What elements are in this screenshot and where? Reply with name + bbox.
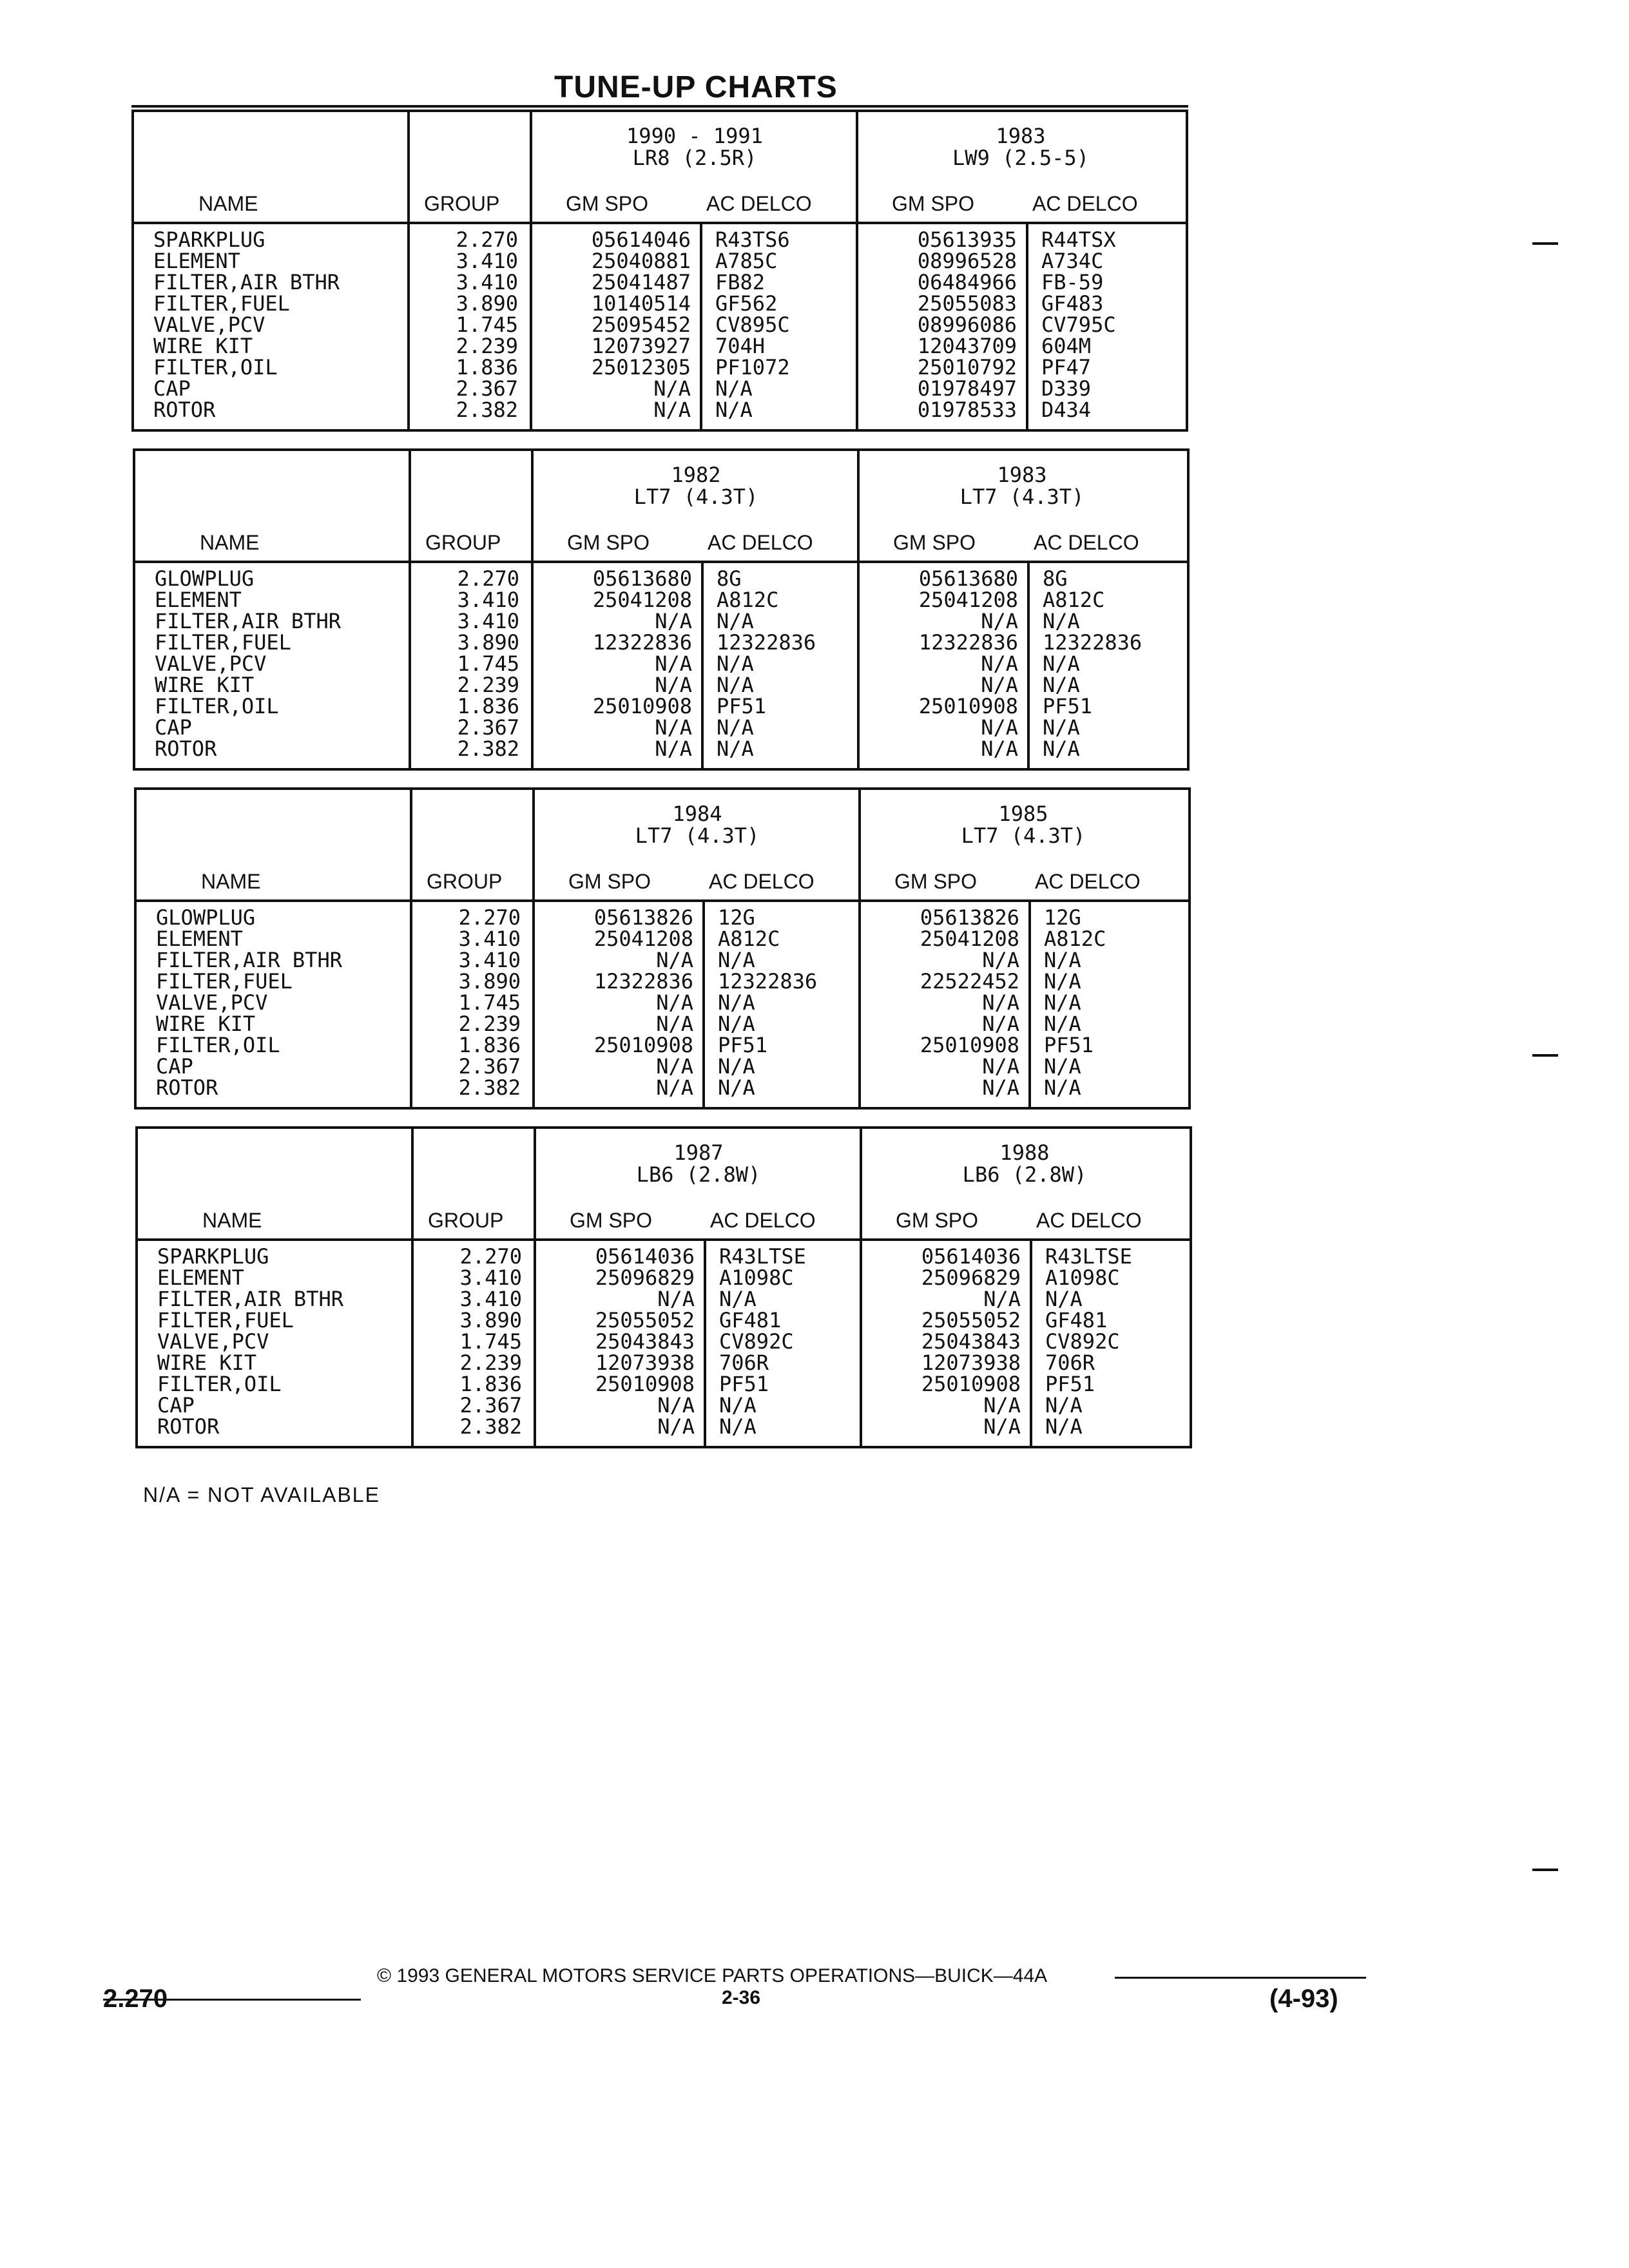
part-name: FILTER,AIR BTHR bbox=[157, 1287, 343, 1311]
ac-delco-part-number: R43LTSE bbox=[1045, 1244, 1132, 1269]
group-column bbox=[415, 1246, 522, 1437]
ac-delco-part-number: PF51 bbox=[1045, 1372, 1095, 1396]
engine-code: LB6 (2.8W) bbox=[962, 1162, 1087, 1187]
gm-spo-part-number: 12322836 bbox=[593, 969, 693, 994]
group-number: 2.270 bbox=[457, 566, 519, 591]
group-number: 3.410 bbox=[458, 927, 521, 951]
gm-spo-part-number: 05614036 bbox=[921, 1244, 1021, 1269]
part-name: WIRE KIT bbox=[153, 334, 253, 358]
legend-note: N/A = NOT AVAILABLE bbox=[143, 1483, 380, 1506]
ac-delco-part-number: N/A bbox=[1045, 1393, 1083, 1418]
group-number: 1.745 bbox=[458, 990, 521, 1015]
gm-spo-column bbox=[535, 568, 692, 760]
ac-delco-part-number: N/A bbox=[1044, 1054, 1081, 1079]
gm-spo-part-number: N/A bbox=[982, 1054, 1019, 1079]
footer-date: (4-93) bbox=[1269, 1984, 1338, 2013]
gm-spo-part-number: 12073927 bbox=[591, 334, 691, 358]
ac-delco-part-number: N/A bbox=[718, 1075, 755, 1100]
part-name: FILTER,AIR BTHR bbox=[153, 270, 340, 294]
ac-delco-part-number: N/A bbox=[717, 651, 754, 676]
ac-delco-part-number: A812C bbox=[1043, 588, 1105, 612]
group-number: 2.239 bbox=[457, 673, 519, 697]
gm-spo-part-number: N/A bbox=[655, 651, 692, 676]
ac-delco-part-number: R43LTSE bbox=[719, 1244, 806, 1269]
part-name: ELEMENT bbox=[155, 588, 242, 612]
model-year: 1982 bbox=[671, 463, 721, 487]
part-name: FILTER,OIL bbox=[155, 694, 279, 718]
engine-code: LT7 (4.3T) bbox=[961, 823, 1086, 848]
gm-spo-column bbox=[860, 229, 1017, 421]
ac-delco-part-number: 706R bbox=[1045, 1350, 1095, 1375]
group-column-header: GROUP bbox=[424, 192, 500, 215]
part-name: ROTOR bbox=[157, 1414, 220, 1439]
gm-spo-part-number: 12322836 bbox=[918, 630, 1018, 655]
name-column bbox=[155, 568, 400, 760]
part-name: FILTER,FUEL bbox=[155, 630, 291, 655]
gm-spo-column-header: GM SPO bbox=[892, 192, 975, 215]
ac-delco-part-number: 704H bbox=[715, 334, 766, 358]
ac-delco-column-header: AC DELCO bbox=[709, 870, 815, 893]
footer-rule-right bbox=[1115, 1977, 1366, 1979]
part-name: FILTER,OIL bbox=[157, 1372, 282, 1396]
margin-mark bbox=[1532, 242, 1558, 245]
ac-delco-part-number: N/A bbox=[717, 736, 754, 761]
ac-delco-part-number: 604M bbox=[1041, 334, 1092, 358]
model-year: 1983 bbox=[996, 124, 1046, 148]
group-number: 2.382 bbox=[456, 398, 518, 422]
gm-spo-part-number: N/A bbox=[655, 673, 692, 697]
part-name: SPARKPLUG bbox=[153, 227, 265, 252]
ac-delco-part-number: N/A bbox=[1045, 1414, 1083, 1439]
engine-code: LB6 (2.8W) bbox=[636, 1162, 761, 1187]
ac-delco-part-number: N/A bbox=[1044, 969, 1081, 994]
ac-delco-part-number: N/A bbox=[1044, 990, 1081, 1015]
gm-spo-part-number: 06484966 bbox=[917, 270, 1017, 294]
part-name: CAP bbox=[155, 715, 192, 740]
model-year: 1983 bbox=[997, 463, 1047, 487]
part-name: ELEMENT bbox=[157, 1265, 244, 1290]
gm-spo-column-header: GM SPO bbox=[893, 531, 976, 554]
ac-delco-part-number: PF1072 bbox=[715, 355, 790, 380]
gm-spo-column-header: GM SPO bbox=[570, 1209, 653, 1232]
footer-rule-top bbox=[361, 1977, 374, 1979]
gm-spo-part-number: N/A bbox=[983, 1393, 1021, 1418]
ac-delco-part-number: N/A bbox=[1044, 1075, 1081, 1100]
ac-delco-part-number: A812C bbox=[1044, 927, 1106, 951]
group-column-header: GROUP bbox=[427, 870, 503, 893]
ac-delco-part-number: CV892C bbox=[1045, 1329, 1120, 1354]
name-column-header: NAME bbox=[198, 192, 258, 215]
tune-up-chart bbox=[133, 448, 1190, 771]
model-year: 1990 - 1991 bbox=[626, 124, 763, 148]
part-name: GLOWPLUG bbox=[155, 566, 255, 591]
model-year: 1987 bbox=[673, 1140, 724, 1165]
gm-spo-column-header: GM SPO bbox=[568, 870, 651, 893]
tune-up-chart bbox=[135, 1126, 1192, 1448]
ac-delco-part-number: CV895C bbox=[715, 312, 790, 337]
gm-spo-part-number: 12073938 bbox=[595, 1350, 695, 1375]
ac-delco-part-number: CV795C bbox=[1041, 312, 1116, 337]
footer-copyright: © 1993 GENERAL MOTORS SERVICE PARTS OPERATIONS—BUICK—44A bbox=[377, 1965, 1048, 1986]
gm-spo-part-number: 01978533 bbox=[917, 398, 1017, 422]
part-name: ROTOR bbox=[153, 398, 216, 422]
gm-spo-part-number: N/A bbox=[983, 1414, 1021, 1439]
gm-spo-column bbox=[861, 568, 1018, 760]
part-name: WIRE KIT bbox=[157, 1350, 257, 1375]
group-number: 2.367 bbox=[457, 715, 519, 740]
ac-delco-part-number: A1098C bbox=[719, 1265, 794, 1290]
ac-delco-part-number: GF562 bbox=[715, 291, 778, 316]
gm-spo-part-number: 25043843 bbox=[921, 1329, 1021, 1354]
ac-delco-part-number: N/A bbox=[719, 1414, 757, 1439]
group-column-header: GROUP bbox=[425, 531, 501, 554]
ac-delco-column-header: AC DELCO bbox=[1032, 192, 1138, 215]
ac-delco-part-number: A1098C bbox=[1045, 1265, 1120, 1290]
ac-delco-column bbox=[1043, 568, 1191, 760]
ac-delco-part-number: PF51 bbox=[1044, 1033, 1094, 1057]
part-name: VALVE,PCV bbox=[157, 1329, 269, 1354]
ac-delco-part-number: CV892C bbox=[719, 1329, 794, 1354]
ac-delco-part-number: N/A bbox=[1043, 715, 1080, 740]
gm-spo-part-number: 22522452 bbox=[920, 969, 1019, 994]
ac-delco-part-number: 12G bbox=[1044, 905, 1081, 930]
ac-delco-part-number: FB-59 bbox=[1041, 270, 1104, 294]
group-number: 3.410 bbox=[457, 588, 519, 612]
group-number: 2.382 bbox=[458, 1075, 521, 1100]
gm-spo-part-number: 25096829 bbox=[921, 1265, 1021, 1290]
gm-spo-part-number: 25041208 bbox=[920, 927, 1019, 951]
gm-spo-part-number: 25010908 bbox=[918, 694, 1018, 718]
ac-delco-part-number: D434 bbox=[1041, 398, 1092, 422]
ac-delco-part-number: N/A bbox=[719, 1393, 757, 1418]
ac-delco-part-number: R43TS6 bbox=[715, 227, 790, 252]
ac-delco-column bbox=[719, 1246, 867, 1437]
engine-code: LR8 (2.5R) bbox=[632, 146, 757, 170]
part-name: FILTER,AIR BTHR bbox=[156, 948, 342, 972]
gm-spo-part-number: 25040881 bbox=[591, 249, 691, 273]
gm-spo-part-number: 12073938 bbox=[921, 1350, 1021, 1375]
part-name: FILTER,OIL bbox=[153, 355, 278, 380]
ac-delco-part-number: PF51 bbox=[719, 1372, 769, 1396]
group-number: 2.239 bbox=[459, 1350, 522, 1375]
gm-spo-column-header: GM SPO bbox=[896, 1209, 979, 1232]
ac-delco-column bbox=[1044, 907, 1192, 1099]
ac-delco-part-number: 12322836 bbox=[718, 969, 818, 994]
part-name: VALVE,PCV bbox=[155, 651, 267, 676]
group-number: 1.745 bbox=[457, 651, 519, 676]
engine-code: LT7 (4.3T) bbox=[633, 485, 758, 509]
group-number: 2.270 bbox=[459, 1244, 522, 1269]
ac-delco-column-header: AC DELCO bbox=[1034, 531, 1139, 554]
ac-delco-column-header: AC DELCO bbox=[1036, 1209, 1142, 1232]
group-number: 3.890 bbox=[459, 1308, 522, 1332]
part-name: ROTOR bbox=[155, 736, 217, 761]
gm-spo-part-number: 25096829 bbox=[595, 1265, 695, 1290]
group-number: 1.745 bbox=[459, 1329, 522, 1354]
gm-spo-part-number: 05614046 bbox=[591, 227, 691, 252]
part-name: WIRE KIT bbox=[155, 673, 255, 697]
gm-spo-column-header: GM SPO bbox=[567, 531, 650, 554]
gm-spo-column bbox=[534, 229, 691, 421]
gm-spo-part-number: N/A bbox=[981, 609, 1018, 633]
gm-spo-part-number: 25010908 bbox=[920, 1033, 1019, 1057]
group-number: 2.239 bbox=[458, 1012, 521, 1036]
ac-delco-column bbox=[715, 229, 863, 421]
group-number: 2.367 bbox=[459, 1393, 522, 1418]
ac-delco-column bbox=[1041, 229, 1190, 421]
group-number: 2.239 bbox=[456, 334, 518, 358]
ac-delco-part-number: N/A bbox=[715, 376, 753, 401]
ac-delco-part-number: N/A bbox=[1043, 651, 1080, 676]
ac-delco-part-number: N/A bbox=[717, 673, 754, 697]
ac-delco-column-header: AC DELCO bbox=[706, 192, 812, 215]
ac-delco-part-number: A734C bbox=[1041, 249, 1104, 273]
gm-spo-part-number: N/A bbox=[656, 948, 693, 972]
group-column bbox=[412, 568, 519, 760]
model-year: 1988 bbox=[999, 1140, 1050, 1165]
gm-spo-column-header: GM SPO bbox=[566, 192, 649, 215]
ac-delco-part-number: GF483 bbox=[1041, 291, 1104, 316]
group-number: 2.382 bbox=[457, 736, 519, 761]
group-number: 1.836 bbox=[458, 1033, 521, 1057]
part-name: ROTOR bbox=[156, 1075, 218, 1100]
ac-delco-part-number: 12G bbox=[718, 905, 755, 930]
part-name: FILTER,FUEL bbox=[157, 1308, 294, 1332]
ac-delco-part-number: R44TSX bbox=[1041, 227, 1116, 252]
page-title: TUNE-UP CHARTS bbox=[554, 70, 838, 104]
ac-delco-part-number: GF481 bbox=[1045, 1308, 1108, 1332]
group-number: 3.410 bbox=[456, 270, 518, 294]
gm-spo-part-number: 05613826 bbox=[920, 905, 1019, 930]
ac-delco-column bbox=[718, 907, 866, 1099]
group-number: 3.890 bbox=[456, 291, 518, 316]
gm-spo-part-number: N/A bbox=[982, 990, 1019, 1015]
gm-spo-part-number: 12322836 bbox=[592, 630, 692, 655]
ac-delco-part-number: 12322836 bbox=[1043, 630, 1142, 655]
group-number: 2.367 bbox=[458, 1054, 521, 1079]
group-number: 1.745 bbox=[456, 312, 518, 337]
gm-spo-part-number: 05613680 bbox=[918, 566, 1018, 591]
name-column bbox=[157, 1246, 402, 1437]
engine-code: LW9 (2.5-5) bbox=[952, 146, 1089, 170]
gm-spo-column-header: GM SPO bbox=[894, 870, 978, 893]
ac-delco-part-number: PF51 bbox=[717, 694, 767, 718]
gm-spo-part-number: 25010908 bbox=[595, 1372, 695, 1396]
gm-spo-part-number: N/A bbox=[656, 1012, 693, 1036]
gm-spo-part-number: N/A bbox=[983, 1287, 1021, 1311]
ac-delco-part-number: A785C bbox=[715, 249, 778, 273]
model-year: 1985 bbox=[998, 802, 1048, 826]
name-column-header: NAME bbox=[200, 531, 260, 554]
ac-delco-part-number: N/A bbox=[1043, 673, 1080, 697]
gm-spo-part-number: N/A bbox=[657, 1287, 695, 1311]
group-number: 2.270 bbox=[458, 905, 521, 930]
gm-spo-part-number: N/A bbox=[653, 376, 691, 401]
ac-delco-part-number: N/A bbox=[1043, 736, 1080, 761]
group-column bbox=[411, 229, 518, 421]
name-column bbox=[153, 229, 398, 421]
gm-spo-part-number: 05613680 bbox=[592, 566, 692, 591]
name-column-header: NAME bbox=[201, 870, 261, 893]
ac-delco-part-number: 8G bbox=[717, 566, 742, 591]
ac-delco-part-number: A812C bbox=[717, 588, 779, 612]
ac-delco-part-number: PF51 bbox=[1043, 694, 1093, 718]
group-number: 1.836 bbox=[456, 355, 518, 380]
gm-spo-column bbox=[862, 907, 1019, 1099]
part-name: SPARKPLUG bbox=[157, 1244, 269, 1269]
gm-spo-part-number: 05613935 bbox=[917, 227, 1017, 252]
ac-delco-part-number: GF481 bbox=[719, 1308, 782, 1332]
group-number: 3.890 bbox=[457, 630, 519, 655]
part-name: VALVE,PCV bbox=[156, 990, 268, 1015]
group-column bbox=[414, 907, 521, 1099]
group-number: 1.836 bbox=[457, 694, 519, 718]
part-name: ELEMENT bbox=[156, 927, 243, 951]
gm-spo-part-number: 25010908 bbox=[921, 1372, 1021, 1396]
engine-code: LT7 (4.3T) bbox=[635, 823, 760, 848]
gm-spo-part-number: N/A bbox=[982, 1012, 1019, 1036]
gm-spo-part-number: 25055083 bbox=[917, 291, 1017, 316]
gm-spo-column bbox=[863, 1246, 1021, 1437]
group-number: 3.410 bbox=[456, 249, 518, 273]
gm-spo-part-number: 01978497 bbox=[917, 376, 1017, 401]
gm-spo-part-number: 25041487 bbox=[591, 270, 691, 294]
margin-mark bbox=[1532, 1869, 1558, 1871]
part-name: FILTER,OIL bbox=[156, 1033, 280, 1057]
ac-delco-column-header: AC DELCO bbox=[710, 1209, 816, 1232]
gm-spo-part-number: N/A bbox=[981, 673, 1018, 697]
ac-delco-part-number: N/A bbox=[1044, 948, 1081, 972]
group-number: 3.410 bbox=[458, 948, 521, 972]
gm-spo-part-number: 25095452 bbox=[591, 312, 691, 337]
gm-spo-part-number: 25041208 bbox=[592, 588, 692, 612]
group-number: 3.410 bbox=[457, 609, 519, 633]
engine-code: LT7 (4.3T) bbox=[959, 485, 1084, 509]
gm-spo-part-number: 25012305 bbox=[591, 355, 691, 380]
gm-spo-part-number: N/A bbox=[657, 1393, 695, 1418]
group-number: 2.367 bbox=[456, 376, 518, 401]
tune-up-chart bbox=[134, 787, 1191, 1110]
group-number: 1.836 bbox=[459, 1372, 522, 1396]
tune-up-chart bbox=[131, 110, 1188, 432]
title-rule bbox=[131, 105, 1188, 108]
part-name: CAP bbox=[157, 1393, 195, 1418]
model-year: 1984 bbox=[672, 802, 722, 826]
ac-delco-part-number: N/A bbox=[718, 1054, 755, 1079]
ac-delco-part-number: PF47 bbox=[1041, 355, 1092, 380]
part-name: FILTER,FUEL bbox=[153, 291, 290, 316]
footer-page-number: 2-36 bbox=[722, 1987, 761, 2008]
ac-delco-part-number: FB82 bbox=[715, 270, 766, 294]
group-number: 3.890 bbox=[458, 969, 521, 994]
gm-spo-part-number: N/A bbox=[982, 1075, 1019, 1100]
ac-delco-part-number: N/A bbox=[717, 715, 754, 740]
part-name: CAP bbox=[153, 376, 191, 401]
name-column bbox=[156, 907, 401, 1099]
margin-mark bbox=[1532, 1054, 1558, 1057]
ac-delco-column bbox=[717, 568, 865, 760]
gm-spo-part-number: 25041208 bbox=[918, 588, 1018, 612]
ac-delco-part-number: N/A bbox=[715, 398, 753, 422]
gm-spo-part-number: N/A bbox=[656, 1054, 693, 1079]
gm-spo-part-number: 25010792 bbox=[917, 355, 1017, 380]
ac-delco-part-number: N/A bbox=[1044, 1012, 1081, 1036]
group-number: 3.410 bbox=[459, 1287, 522, 1311]
gm-spo-part-number: 25010908 bbox=[593, 1033, 693, 1057]
gm-spo-column bbox=[537, 1246, 695, 1437]
gm-spo-part-number: 05614036 bbox=[595, 1244, 695, 1269]
gm-spo-part-number: N/A bbox=[653, 398, 691, 422]
ac-delco-part-number: N/A bbox=[719, 1287, 757, 1311]
group-number: 2.382 bbox=[459, 1414, 522, 1439]
gm-spo-column bbox=[536, 907, 693, 1099]
ac-delco-part-number: PF51 bbox=[718, 1033, 768, 1057]
gm-spo-part-number: N/A bbox=[655, 715, 692, 740]
footer-section-number: 2.270 bbox=[103, 1984, 168, 2013]
part-name: FILTER,AIR BTHR bbox=[155, 609, 341, 633]
gm-spo-part-number: 12043709 bbox=[917, 334, 1017, 358]
gm-spo-part-number: N/A bbox=[656, 1075, 693, 1100]
ac-delco-part-number: N/A bbox=[1043, 609, 1080, 633]
ac-delco-part-number: 706R bbox=[719, 1350, 769, 1375]
gm-spo-part-number: N/A bbox=[657, 1414, 695, 1439]
ac-delco-part-number: N/A bbox=[717, 609, 754, 633]
ac-delco-part-number: 8G bbox=[1043, 566, 1068, 591]
gm-spo-part-number: 08996086 bbox=[917, 312, 1017, 337]
gm-spo-part-number: N/A bbox=[982, 948, 1019, 972]
name-column-header: NAME bbox=[202, 1209, 262, 1232]
gm-spo-part-number: N/A bbox=[655, 609, 692, 633]
gm-spo-part-number: N/A bbox=[655, 736, 692, 761]
ac-delco-column-header: AC DELCO bbox=[1035, 870, 1141, 893]
gm-spo-part-number: 25041208 bbox=[593, 927, 693, 951]
group-column-header: GROUP bbox=[428, 1209, 504, 1232]
part-name: WIRE KIT bbox=[156, 1012, 256, 1036]
ac-delco-column bbox=[1045, 1246, 1193, 1437]
ac-delco-part-number: N/A bbox=[718, 1012, 755, 1036]
gm-spo-part-number: N/A bbox=[981, 715, 1018, 740]
gm-spo-part-number: N/A bbox=[981, 651, 1018, 676]
part-name: ELEMENT bbox=[153, 249, 240, 273]
ac-delco-part-number: N/A bbox=[718, 990, 755, 1015]
gm-spo-part-number: 08996528 bbox=[917, 249, 1017, 273]
gm-spo-part-number: 25010908 bbox=[592, 694, 692, 718]
ac-delco-part-number: D339 bbox=[1041, 376, 1092, 401]
ac-delco-part-number: N/A bbox=[718, 948, 755, 972]
gm-spo-part-number: 05613826 bbox=[593, 905, 693, 930]
ac-delco-part-number: N/A bbox=[1045, 1287, 1083, 1311]
group-number: 2.270 bbox=[456, 227, 518, 252]
part-name: GLOWPLUG bbox=[156, 905, 256, 930]
gm-spo-part-number: 25043843 bbox=[595, 1329, 695, 1354]
ac-delco-part-number: 12322836 bbox=[717, 630, 816, 655]
ac-delco-part-number: A812C bbox=[718, 927, 780, 951]
part-name: CAP bbox=[156, 1054, 193, 1079]
part-name: FILTER,FUEL bbox=[156, 969, 293, 994]
group-number: 3.410 bbox=[459, 1265, 522, 1290]
gm-spo-part-number: 10140514 bbox=[591, 291, 691, 316]
gm-spo-part-number: 25055052 bbox=[595, 1308, 695, 1332]
ac-delco-column-header: AC DELCO bbox=[708, 531, 813, 554]
gm-spo-part-number: N/A bbox=[656, 990, 693, 1015]
gm-spo-part-number: 25055052 bbox=[921, 1308, 1021, 1332]
part-name: VALVE,PCV bbox=[153, 312, 265, 337]
gm-spo-part-number: N/A bbox=[981, 736, 1018, 761]
